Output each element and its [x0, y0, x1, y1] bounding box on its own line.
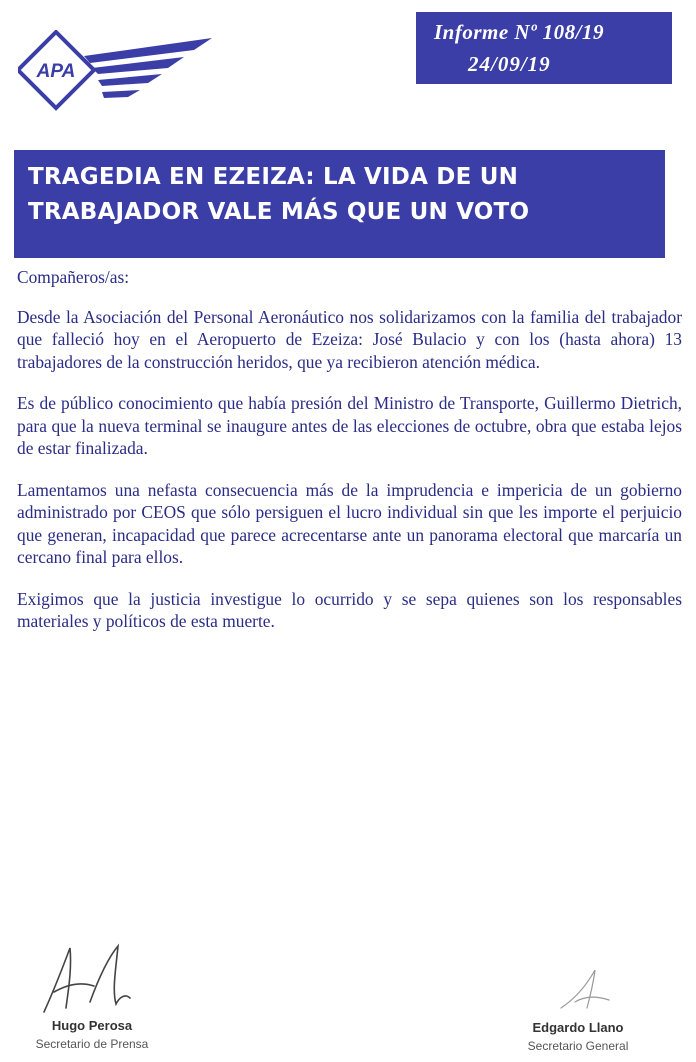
signatory-role: Secretario de Prensa	[35, 1037, 149, 1051]
paragraph: Exigimos que la justicia investigue lo ocurrido y se sepa quienes son los responsables materiales y políticos de esta muerte.	[17, 588, 682, 631]
signature-scribble-left	[38, 940, 133, 1020]
signatory-role: Secretario General	[527, 1039, 629, 1053]
signatory-name: Edgardo Llano	[532, 1020, 624, 1035]
report-number: Informe Nº 108/19	[434, 20, 604, 44]
signatory-name: Hugo Perosa	[51, 1018, 133, 1033]
signature-block-general	[522, 1020, 634, 1053]
headline-banner: TRAGEDIA EN EZEIZA: LA VIDA DE UN TRABAJADOR VALE MÁS QUE UN VOTO	[14, 150, 665, 258]
letter-body	[17, 266, 682, 652]
paragraph: Desde la Asociación del Personal Aeronáutico nos solidarizamos con la familia del trabajador que falleció hoy en el Aeropuerto de Ezeiza: José Bulacio y con los (hasta ahora) 13 trabajadores de la construcción heridos, que ya recibieron atención médica.	[17, 306, 682, 372]
apa-logo	[18, 30, 213, 112]
greeting: Compañeros/as:	[17, 267, 130, 287]
report-date: 24/09/19	[468, 52, 551, 76]
report-number-box	[416, 12, 672, 84]
signature-block-prensa	[24, 1018, 160, 1051]
signature-scribble-right	[555, 962, 615, 1014]
paragraph: Es de público conocimiento que había presión del Ministro de Transporte, Guillermo Dietrich, para que la nueva terminal se inaugure antes de las elecciones de octubre, obra que estaba lejos de estar finalizada.	[17, 393, 682, 458]
paragraph: Lamentamos una nefasta consecuencia más de la imprudencia e impericia de un gobierno administrado por CEOS que sólo persiguen el lucro individual sin que les importe el perjuicio que generan, incapacidad que parece acrecentarse ante un panorama electoral que marcaría un cercano final para ellos.	[17, 479, 682, 567]
svg-text:APA: APA	[36, 61, 76, 82]
